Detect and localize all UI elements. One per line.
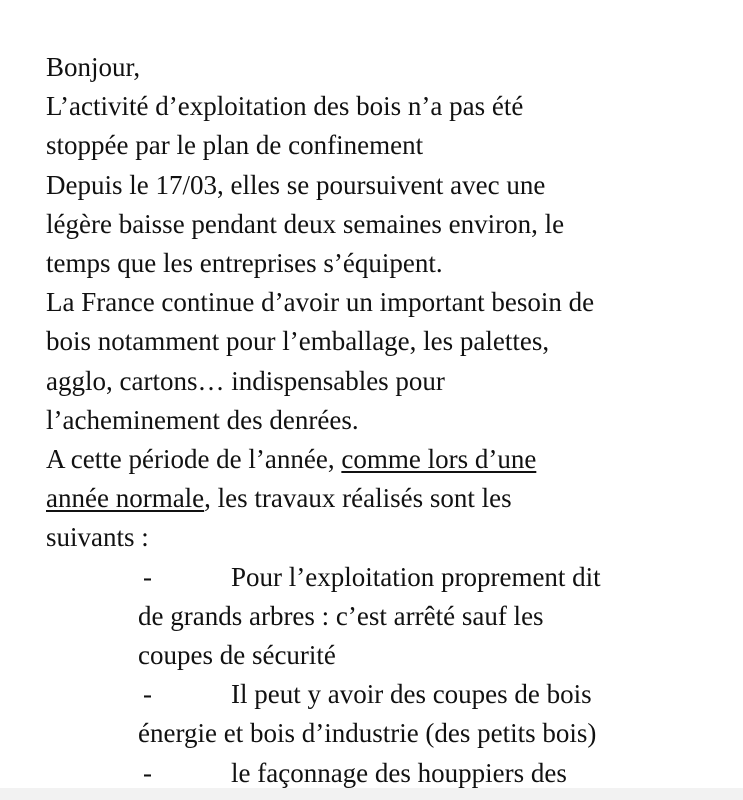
bullet-item — [46, 754, 726, 793]
bullet-first-line: le façonnage des houppiers des — [231, 757, 567, 788]
period-line — [46, 440, 726, 479]
body-line: Depuis le 17/03, elles se poursuivent avec une — [46, 169, 546, 200]
body-line: stoppée par le plan de confinement — [46, 130, 424, 161]
bullet-dash: - — [143, 679, 152, 710]
body-line: temps que les entreprises s’équipent. — [46, 248, 443, 279]
bullet-continuation: coupes de sécurité — [138, 640, 336, 671]
bullet-first-line: Il peut y avoir des coupes de bois — [231, 679, 592, 710]
period-line-end: , les travaux réalisés sont les — [204, 483, 512, 514]
period-line-2 — [46, 479, 726, 518]
bullet-dash: - — [143, 561, 152, 592]
bottom-edge — [0, 788, 743, 800]
body-line: l’acheminement des denrées. — [46, 404, 359, 435]
body-line: bois notamment pour l’emballage, les palettes, — [46, 326, 550, 357]
period-line-start: A cette période de l’année, — [46, 444, 342, 475]
bullet-item — [46, 675, 726, 714]
underlined-phrase-part-1: comme lors d’une — [341, 444, 537, 475]
bullet-continuation: de grands arbres : c’est arrêté sauf les — [138, 600, 544, 631]
bullet-continuation: énergie et bois d’industrie (des petits bois) — [138, 718, 597, 749]
bullet-first-line: Pour l’exploitation proprement dit — [231, 561, 601, 592]
bullet-dash: - — [143, 757, 152, 788]
body-line: L’activité d’exploitation des bois n’a pas été — [46, 91, 524, 122]
body-line: agglo, cartons… indispensables pour — [46, 365, 445, 396]
letter-body — [46, 48, 726, 788]
body-line: La France continue d’avoir un important besoin de — [46, 287, 595, 318]
underlined-phrase-part-2: année normale — [46, 483, 205, 514]
cropped-line-wrapper — [46, 754, 726, 788]
bullet-item — [46, 558, 726, 597]
body-line: légère baisse pendant deux semaines environ, le — [46, 208, 565, 239]
greeting: Bonjour, — [46, 52, 141, 82]
period-last-line: suivants : — [46, 522, 149, 553]
